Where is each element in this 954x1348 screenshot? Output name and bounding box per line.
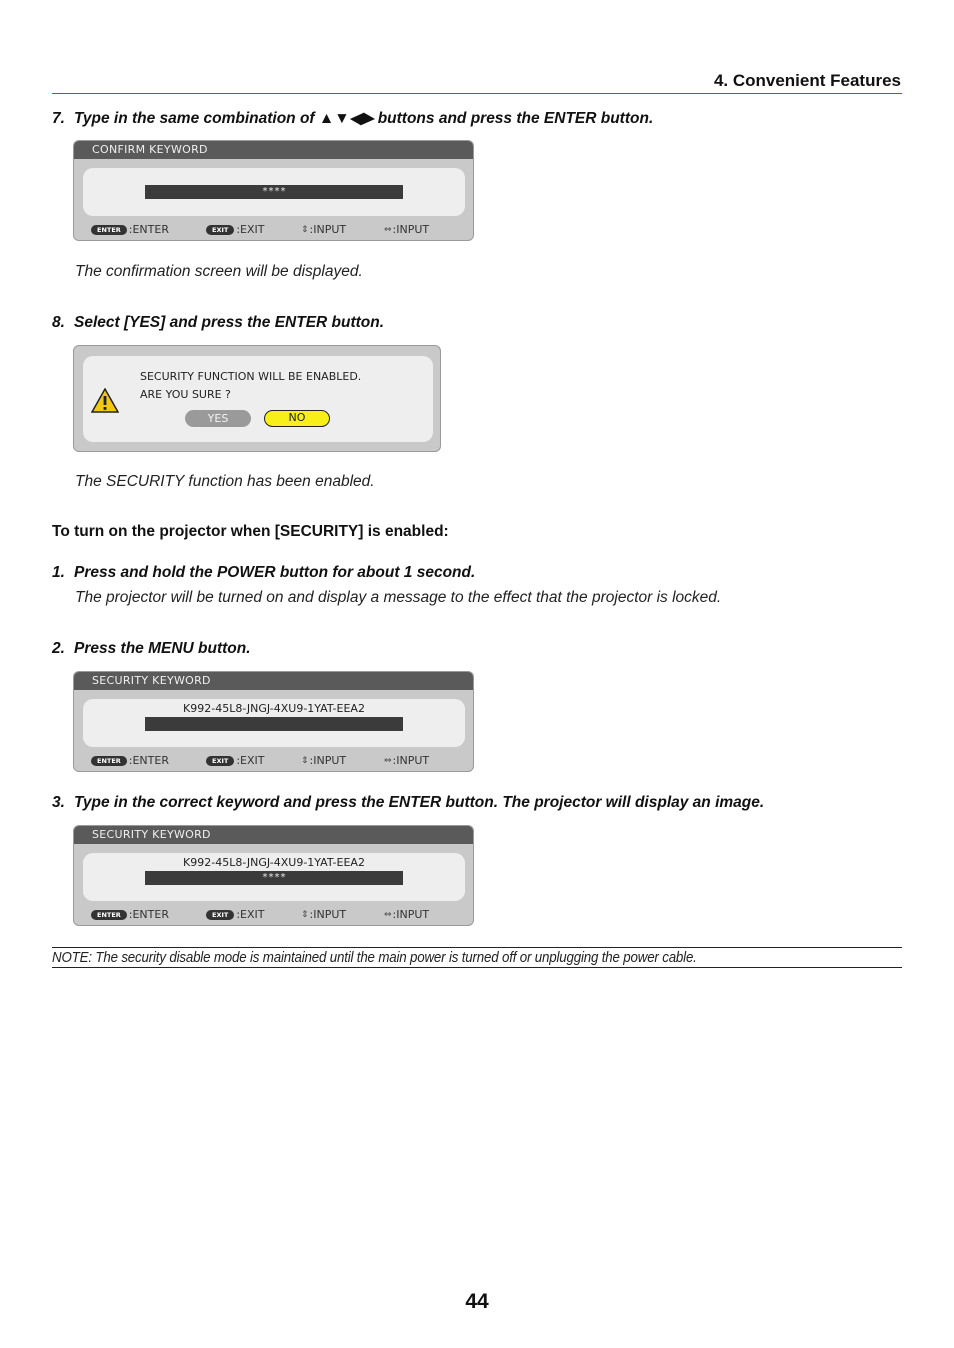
step-8-text: Select [YES] and press the ENTER button. xyxy=(74,314,385,331)
enter-key-icon: ENTER xyxy=(91,225,127,235)
menu-step-number: 2. xyxy=(52,640,65,657)
footer-updown-input-hint: ⇕ :INPUT xyxy=(301,754,347,767)
dialog-footer xyxy=(74,907,473,923)
exit-key-icon: EXIT xyxy=(206,225,234,235)
note-text: NOTE: The security disable mode is maintained until the main power is turned off or unplugging the power cable. xyxy=(52,950,697,966)
dialog-title: CONFIRM KEYWORD xyxy=(74,141,473,159)
up-down-arrows-icon: ⇕ xyxy=(301,909,309,920)
menu-step-instruction xyxy=(52,640,251,658)
left-right-arrows-icon: ⇔ xyxy=(384,909,392,920)
dialog-body xyxy=(83,699,465,747)
footer-updown-input-hint: ⇕ :INPUT xyxy=(301,223,347,236)
footer-enter-hint: ENTER :ENTER xyxy=(91,223,169,236)
footer-leftright-input-hint: ⇔ :INPUT xyxy=(384,754,430,767)
exit-key-icon: EXIT xyxy=(206,756,234,766)
left-right-arrows-icon: ⇔ xyxy=(384,755,392,766)
enter-key-icon: ENTER xyxy=(91,756,127,766)
footer-updown-input-hint: ⇕ :INPUT xyxy=(301,908,347,921)
confirm-dialog-body xyxy=(83,356,433,442)
confirm-keyword-dialog xyxy=(73,140,474,241)
step-7-text: Type in the same combination of ▲▼◀▶ buttons and press the ENTER button. xyxy=(74,110,654,127)
footer-exit-hint: EXIT :EXIT xyxy=(206,908,264,921)
step-7-note: The confirmation screen will be displayed. xyxy=(75,263,363,280)
footer-enter-hint: ENTER :ENTER xyxy=(91,908,169,921)
power-step-note: The projector will be turned on and display a message to the effect that the projector is locked. xyxy=(75,589,722,606)
step-7-number: 7. xyxy=(52,110,65,127)
header-rule xyxy=(52,93,902,94)
dialog-title: SECURITY KEYWORD xyxy=(74,672,473,690)
confirm-message-line-1: SECURITY FUNCTION WILL BE ENABLED. xyxy=(140,370,362,383)
keyword-input-field[interactable]: **** xyxy=(145,871,403,885)
keyword-step-text: Type in the correct keyword and press the ENTER button. The projector will display an image. xyxy=(74,794,765,811)
security-confirm-dialog xyxy=(73,345,441,452)
footer-exit-hint: EXIT :EXIT xyxy=(206,754,264,767)
power-step-number: 1. xyxy=(52,564,65,581)
security-keyword-text: K992-45L8-JNGJ-4XU9-1YAT-EEA2 xyxy=(183,702,365,715)
dialog-title: SECURITY KEYWORD xyxy=(74,826,473,844)
warning-icon xyxy=(91,388,119,413)
no-button[interactable]: NO xyxy=(264,410,330,427)
keyword-input-field[interactable] xyxy=(145,717,403,731)
step-7-instruction xyxy=(52,109,653,128)
dialog-body xyxy=(83,853,465,901)
exit-key-icon: EXIT xyxy=(206,910,234,920)
menu-step-text: Press the MENU button. xyxy=(74,640,251,657)
footer-enter-hint: ENTER :ENTER xyxy=(91,754,169,767)
step-8-note: The SECURITY function has been enabled. xyxy=(75,473,375,490)
note-box xyxy=(52,947,902,968)
power-step-text: Press and hold the POWER button for about 1 second. xyxy=(74,564,476,581)
keyword-step-instruction xyxy=(52,794,764,812)
step-8-instruction xyxy=(52,314,384,332)
step-8-number: 8. xyxy=(52,314,65,331)
section-header-title: 4. Convenient Features xyxy=(713,71,901,90)
security-keyword-entered-dialog xyxy=(73,825,474,926)
security-keyword-dialog xyxy=(73,671,474,772)
keyword-input-field[interactable]: **** xyxy=(145,185,403,199)
yes-button[interactable]: YES xyxy=(185,410,251,427)
power-step-instruction xyxy=(52,564,475,582)
footer-leftright-input-hint: ⇔ :INPUT xyxy=(384,908,430,921)
footer-leftright-input-hint: ⇔ :INPUT xyxy=(384,223,430,236)
security-keyword-text: K992-45L8-JNGJ-4XU9-1YAT-EEA2 xyxy=(183,856,365,869)
page-number: 44 xyxy=(465,1290,489,1313)
enter-key-icon: ENTER xyxy=(91,910,127,920)
up-down-arrows-icon: ⇕ xyxy=(301,224,309,235)
dialog-body xyxy=(83,168,465,216)
left-right-arrows-icon: ⇔ xyxy=(384,224,392,235)
dialog-footer xyxy=(74,222,473,238)
confirm-message-line-2: ARE YOU SURE ? xyxy=(140,388,231,401)
up-down-arrows-icon: ⇕ xyxy=(301,755,309,766)
section-heading: To turn on the projector when [SECURITY] is enabled: xyxy=(52,523,449,540)
dialog-footer xyxy=(74,753,473,769)
footer-exit-hint: EXIT :EXIT xyxy=(206,223,264,236)
keyword-step-number: 3. xyxy=(52,794,65,811)
